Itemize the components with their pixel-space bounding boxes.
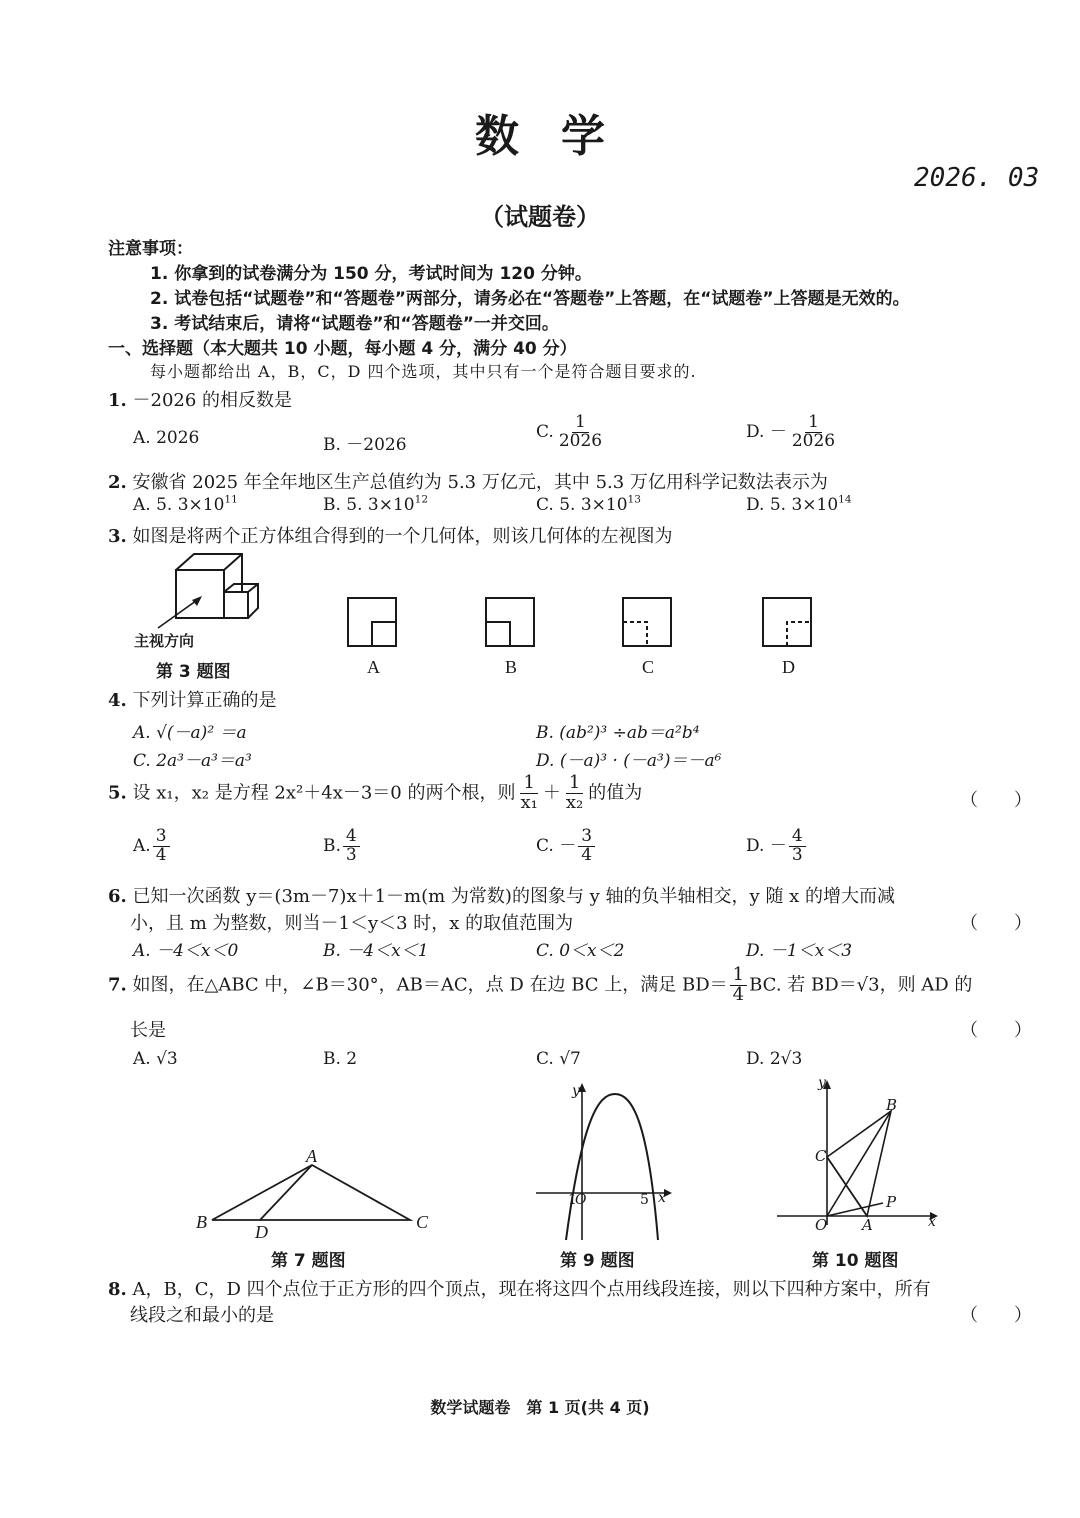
q3-option-c-figure <box>622 597 674 649</box>
q10-point-c-label: C <box>815 1147 827 1165</box>
q9-tick-5: 5 <box>640 1192 649 1208</box>
q4-option-d: D. (－a)³ · (－a³)＝－a⁶ <box>536 751 722 771</box>
q10-x-axis-label: x <box>928 1214 936 1230</box>
q4-option-b: B. (ab²)³ ÷ab＝a²b⁴ <box>536 723 700 743</box>
question-3-stem: 3. 如图是将两个正方体组合得到的一个几何体，则该几何体的左视图为 <box>108 526 673 547</box>
section-instruction: 每小题都给出 A，B，C，D 四个选项，其中只有一个是符合题目要求的. <box>150 362 697 381</box>
page-footer: 数学试题卷 第 1 页(共 4 页) <box>430 1398 650 1417</box>
question-4-stem: 4. 下列计算正确的是 <box>108 690 277 711</box>
question-2-stem: 2. 安徽省 2025 年全年地区生产总值约为 5.3 万亿元，其中 5.3 万亿用科学记数法表示为 <box>108 472 828 493</box>
q9-parabola-figure <box>530 1080 680 1245</box>
q3-option-a-figure <box>347 597 399 649</box>
notice-heading: 注意事项： <box>108 239 193 259</box>
q9-tick-1: 1 <box>568 1192 577 1208</box>
q8-answer-paren[interactable]: （ ） <box>960 1305 1032 1326</box>
q5-option-b: B. $\frac{4}{3}$ <box>323 828 362 865</box>
q7-option-d: D. 2√3 <box>746 1049 803 1069</box>
q6-answer-paren[interactable]: （ ） <box>960 913 1032 934</box>
question-8-line-1: 8. A，B，C，D 四个点位于正方形的四个顶点，现在将这四个点用线段连接，则以下四种方案中，所有 <box>108 1279 931 1300</box>
q10-point-a-label: A <box>862 1216 873 1234</box>
notice-item-2: 2. 试卷包括“试题卷”和“答题卷”两部分，请务必在“答题卷”上答题，在“试题卷”上答题是无效的。 <box>150 289 910 309</box>
question-5-stem: 5. 设 x₁，x₂ 是方程 2x²＋4x－3＝0 的两个根，则 $\frac{1}{\text{x₁}}$ ＋ $\frac{1}{\text{x₂}}$ 的值为 <box>108 772 643 813</box>
q3-option-b-figure <box>485 597 537 649</box>
q4-option-a: A. √(－a)² ＝a <box>133 723 247 743</box>
q10-y-axis-label: y <box>818 1075 826 1091</box>
q2-option-a: A. 5. $3\times 10^{11}$ <box>133 493 238 515</box>
q10-origin-label: O <box>815 1216 828 1234</box>
question-7-line-2: 长是 <box>130 1020 166 1041</box>
q1-option-b: B. －2026 <box>323 435 407 455</box>
q9-y-axis-label: y <box>572 1083 580 1099</box>
q9-origin-label: O <box>575 1192 587 1208</box>
q6-option-a: A. －4＜x＜0 <box>133 941 239 961</box>
q7-figure-caption: 第 7 题图 <box>271 1251 346 1271</box>
question-7-line-1: 7. 如图，在△ABC 中，∠B＝30°，AB＝AC，点 D 在边 BC 上，满足 BD＝ $\frac{1}{4}$ BC. 若 BD＝√3，则 AD 的 <box>108 964 973 1005</box>
question-6-line-2: 小，且 m 为整数，则当－1＜y＜3 时，x 的取值范围为 <box>130 913 574 934</box>
exam-date: 2026. 03 <box>914 163 1040 193</box>
q3-option-a: A <box>367 657 380 677</box>
question-1-stem: 1. －2026 的相反数是 <box>108 390 293 411</box>
q10-point-b-label: B <box>886 1096 898 1114</box>
q7-option-b: B. 2 <box>323 1049 358 1069</box>
q5-option-a: A. $\frac{3}{4}$ <box>133 828 172 865</box>
q2-option-b: B. 5. $3\times 10^{12}$ <box>323 493 429 515</box>
q7-label-c: C <box>416 1212 429 1232</box>
q2-option-c: C. 5. $3\times 10^{13}$ <box>536 493 641 515</box>
q7-option-a: A. √3 <box>133 1049 178 1069</box>
q3-option-d-figure <box>762 597 814 649</box>
q3-front-direction-label: 主视方向 <box>134 632 195 650</box>
q1-option-d: D. － $\frac{1}{2026}$ <box>746 412 836 451</box>
section-heading: 一、选择题（本大题共 10 小题，每小题 4 分，满分 40 分） <box>108 339 577 359</box>
q7-label-b: B <box>196 1212 207 1232</box>
question-6-line-1: 6. 已知一次函数 y＝(3m－7)x＋1－m(m 为常数)的图象与 y 轴的负半轴相交，y 随 x 的增大而减 <box>108 886 896 907</box>
q7-option-c: C. √7 <box>536 1049 581 1069</box>
q5-option-c: C. － $\frac{3}{4}$ <box>536 828 597 865</box>
page-title: 数学 <box>475 111 647 162</box>
notice-item-1: 1. 你拿到的试卷满分为 150 分，考试时间为 120 分钟。 <box>150 264 592 284</box>
q10-figure-caption: 第 10 题图 <box>812 1251 899 1271</box>
q1-option-a: A. 2026 <box>133 428 200 448</box>
q10-coordinate-figure <box>775 1075 945 1235</box>
page-subtitle: （试题卷） <box>480 203 600 231</box>
q5-option-d: D. － $\frac{4}{3}$ <box>746 828 808 865</box>
q3-option-d: D <box>782 657 795 677</box>
notice-item-3: 3. 考试结束后，请将“试题卷”和“答题卷”一并交回。 <box>150 314 559 334</box>
q3-option-c: C <box>642 657 655 677</box>
q3-option-b: B <box>505 657 518 677</box>
q10-point-p-label: P <box>886 1193 897 1211</box>
q1-option-c: C. $\frac{1}{2026}$ <box>536 412 603 451</box>
q9-figure-caption: 第 9 题图 <box>560 1251 635 1271</box>
q3-figure-caption: 第 3 题图 <box>156 662 231 682</box>
q7-label-a: A <box>306 1146 317 1166</box>
q6-option-b: B. －4＜x＜1 <box>323 941 429 961</box>
q7-answer-paren[interactable]: （ ） <box>960 1020 1032 1041</box>
q2-option-d: D. 5. $3\times 10^{14}$ <box>746 493 852 515</box>
q5-answer-paren[interactable]: （ ） <box>960 790 1032 811</box>
q6-option-c: C. 0＜x＜2 <box>536 941 625 961</box>
question-8-line-2: 线段之和最小的是 <box>130 1305 274 1326</box>
q7-label-d: D <box>255 1222 268 1242</box>
q9-x-axis-label: x <box>658 1190 666 1206</box>
q6-option-d: D. －1＜x＜3 <box>746 941 853 961</box>
q4-option-c: C. 2a³－a³＝a³ <box>133 751 252 771</box>
